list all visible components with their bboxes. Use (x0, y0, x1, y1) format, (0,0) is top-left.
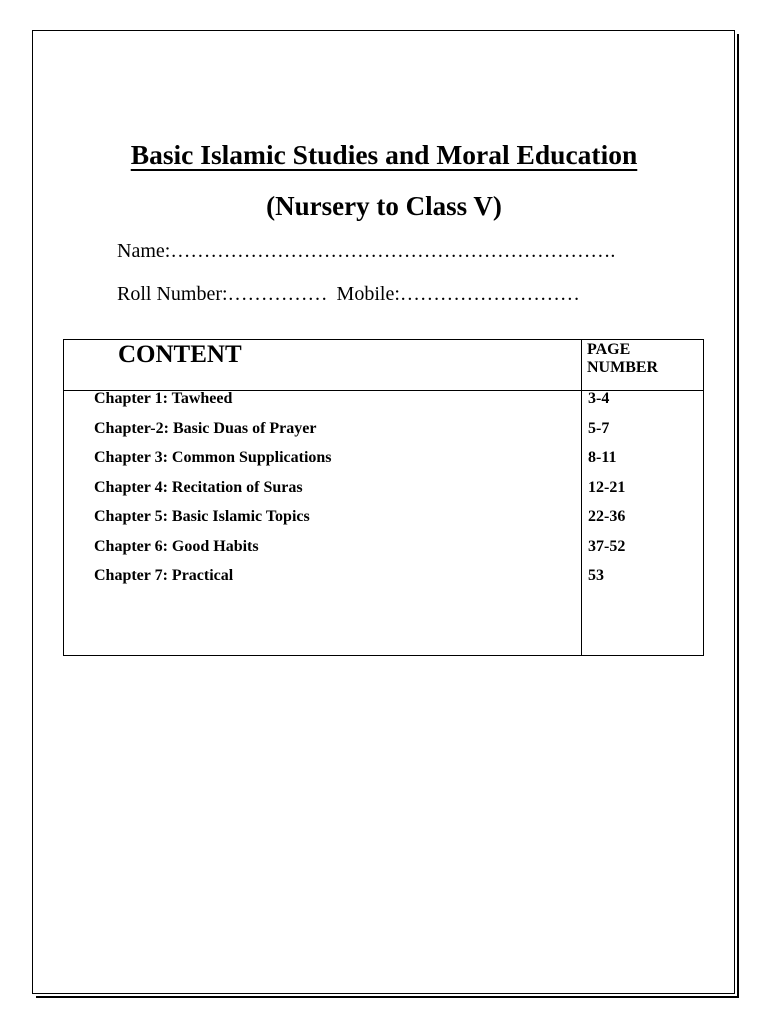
chapter-title: Chapter 3: Common Supplications (94, 449, 332, 466)
chapter-row (64, 479, 703, 509)
chapter-pages: 8-11 (588, 449, 617, 466)
chapter-row (64, 449, 703, 479)
mobile-blank: ……………………… (399, 283, 580, 305)
page-heading-line2: NUMBER (587, 359, 659, 376)
chapter-pages: 3-4 (588, 390, 610, 407)
chapter-pages: 37-52 (588, 537, 626, 555)
chapter-pages: 53 (588, 567, 604, 584)
chapter-pages: 5-7 (588, 419, 610, 437)
chapter-row (64, 508, 703, 538)
page-heading-line1: PAGE (587, 341, 631, 358)
document-title: Basic Islamic Studies and Moral Education (130, 139, 638, 170)
chapter-pages: 12-21 (588, 478, 626, 496)
name-blank: …………………………………………………………. (170, 240, 616, 262)
chapter-title: Chapter 1: Tawheed (94, 390, 233, 407)
chapter-row (64, 420, 703, 450)
chapter-title: Chapter 6: Good Habits (94, 537, 259, 555)
roll-number-label: Roll Number: (117, 283, 228, 305)
chapter-row (64, 390, 703, 420)
roll-number-blank: …………… (227, 283, 328, 305)
chapter-row (64, 538, 703, 568)
document-subtitle: (Nursery to Class V) (266, 191, 502, 221)
chapter-title: Chapter 5: Basic Islamic Topics (94, 508, 310, 525)
name-label: Name: (117, 240, 171, 262)
chapter-title: Chapter 7: Practical (94, 567, 234, 584)
chapter-row (64, 567, 703, 597)
chapter-pages: 22-36 (588, 508, 626, 525)
chapter-title: Chapter 4: Recitation of Suras (94, 478, 303, 496)
chapter-title: Chapter-2: Basic Duas of Prayer (94, 419, 317, 437)
content-heading: CONTENT (118, 341, 242, 368)
contents-table (63, 339, 704, 656)
page-number-heading (587, 341, 697, 377)
name-field (117, 240, 615, 263)
mobile-label: Mobile: (336, 283, 400, 305)
roll-mobile-field (117, 283, 580, 306)
